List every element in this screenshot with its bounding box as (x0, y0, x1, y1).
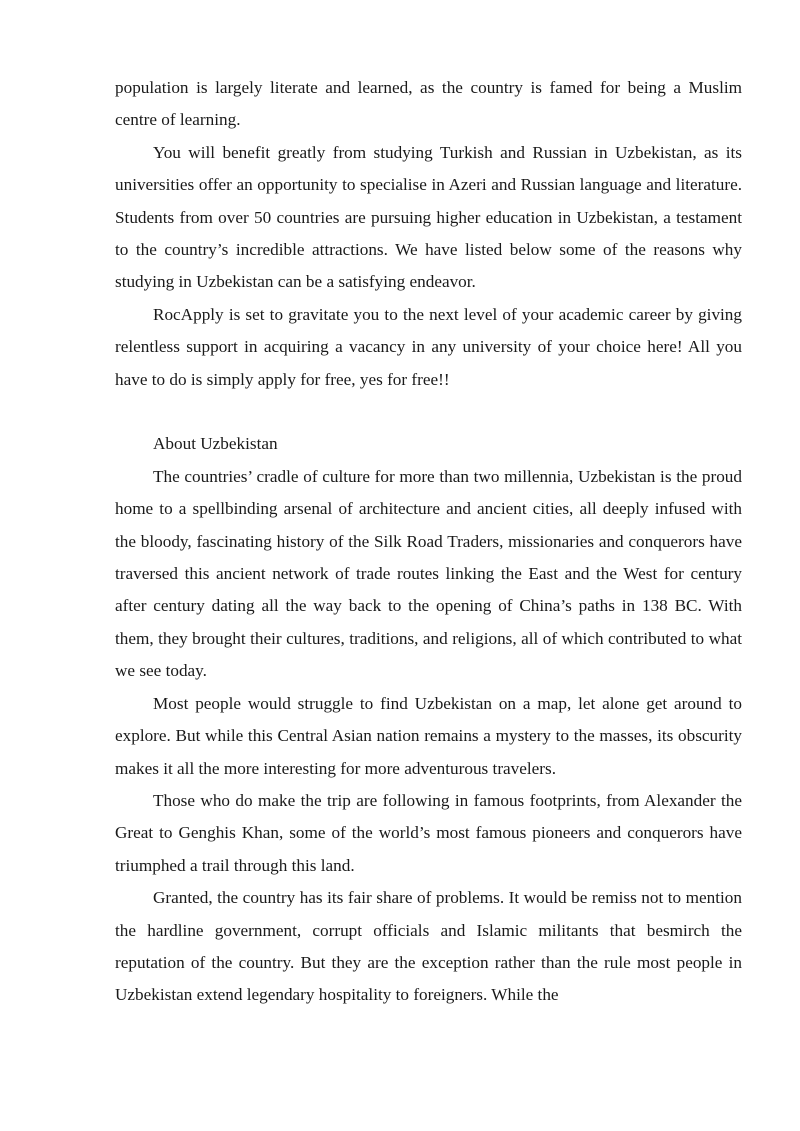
paragraph-problems: Granted, the country has its fair share of problems. It would be remiss not to mention the hardline government, corrupt officials and Islamic militants that besmirch the reputation of the country. But they are the exception rather than the rule most people in Uzbekistan extend legendary hospitality to foreigners. While the (115, 888, 742, 1005)
paragraph-map: Most people would struggle to find Uzbekistan on a map, let alone get around to explore. But while this Central Asian nation remains a mystery to the masses, its obscurity makes it all the more interesting for more adventurous travelers. (115, 693, 742, 778)
paragraph-footprints: Those who do make the trip are following in famous footprints, from Alexander the Great to Genghis Khan, some of the world’s most famous pioneers and conquerors have triumphed a trail through this land. (115, 790, 742, 875)
section-heading: About Uzbekistan (153, 434, 278, 454)
blank-line (115, 396, 742, 428)
paragraph-rocapply: RocApply is set to gravitate you to the next level of your academic career by giving relentless support in acquiring a vacancy in any university of your choice here! All you have to do is simply apply for free, yes for free!! (115, 304, 742, 389)
paragraph-language-study: You will benefit greatly from studying Turkish and Russian in Uzbekistan, as its universities offer an opportunity to specialise in Azeri and Russian language and literature. Students from over 50 countries are pursuing higher education in Uzbekistan, a testament to the country’s incredible attractions. We have listed below some of the reasons why studying in Uzbekistan can be a satisfying endeavor. (115, 142, 742, 292)
document-page (115, 72, 742, 1012)
paragraph-continuation: population is largely literate and learned, as the country is famed for being a Muslim centre of learning. (115, 78, 742, 130)
paragraph-cradle-of-culture: The countries’ cradle of culture for more than two millennia, Uzbekistan is the proud home to a spellbinding arsenal of architecture and ancient cities, all deeply infused with the bloody, fascinating history of the Silk Road Traders, missionaries and conquerors have traversed this ancient network of trade routes linking the East and the West for century after century dating all the way back to the opening of China’s paths in 138 BC. With them, they brought their cultures, traditions, and religions, all of which contributed to what we see today. (115, 466, 742, 681)
